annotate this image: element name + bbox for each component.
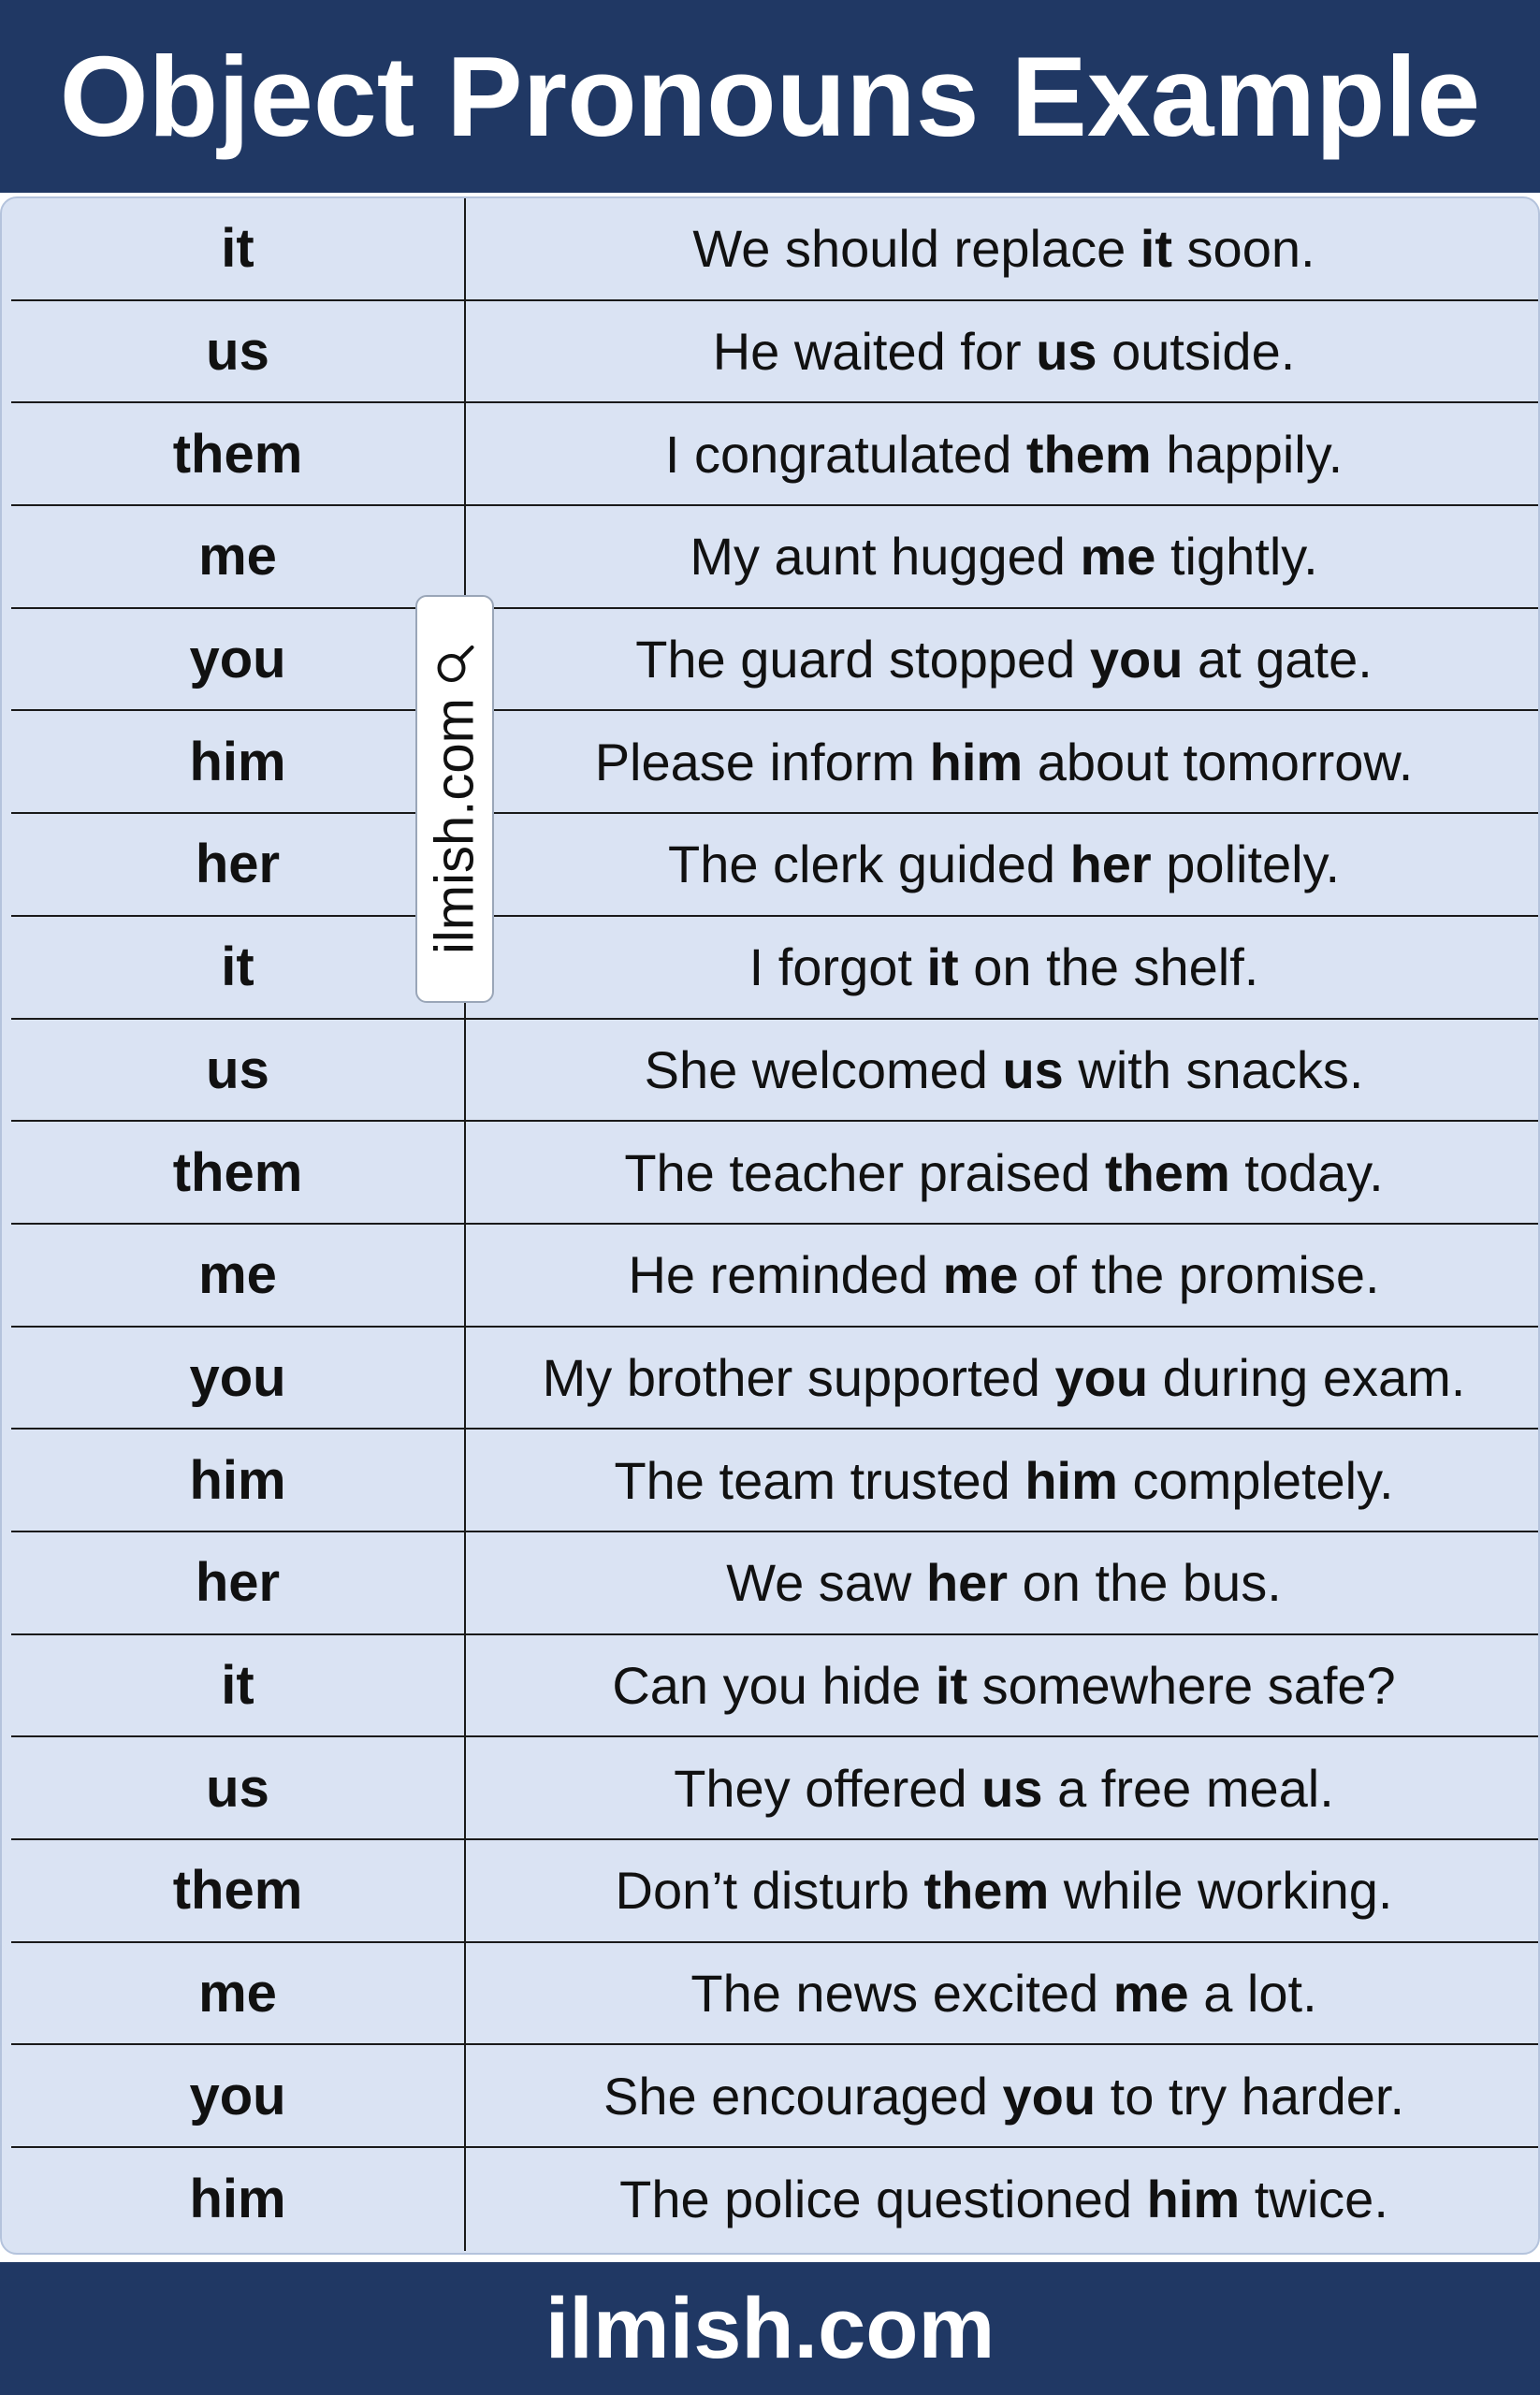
sentence-after: during exam. [1148,1347,1466,1407]
sentence-after: completely. [1117,1450,1394,1510]
sentence-text [612,1655,1395,1716]
sentence-before: My aunt hugged [690,527,1081,587]
sentence-text [690,526,1317,587]
pronoun-cell: them [11,1840,466,1941]
sentence-cell [466,2148,1540,2251]
sentence-after: with snacks. [1063,1039,1364,1099]
sentence-before: Please inform [594,732,930,791]
sentence-cell [466,301,1540,402]
table-body [11,198,1540,2251]
table-row [11,1020,1540,1123]
sentence-text [749,936,1259,997]
sentence-pronoun-bold: you [1054,1347,1149,1407]
sentence-pronoun-bold: us [1036,322,1097,382]
sentence-after: somewhere safe? [967,1655,1396,1715]
sentence-before: We should replace [692,219,1140,279]
table-row [11,1122,1540,1225]
table-row [11,198,1540,301]
sentence-text [726,1552,1282,1613]
sentence-after: at gate. [1183,630,1373,689]
table-row [11,1328,1540,1430]
pronoun-cell: us [11,1020,466,1121]
pronoun-table [0,196,1540,2255]
sentence-before: The clerk guided [667,835,1070,894]
sentence-pronoun-bold: him [929,732,1024,791]
footer-site-name: ilmish.com [545,2281,995,2376]
sentence-after: a free meal. [1042,1758,1334,1818]
header-banner [0,0,1540,193]
table-row [11,2045,1540,2148]
sentence-cell [466,1635,1540,1736]
sentence-after: on the shelf. [958,937,1259,997]
pronoun-cell: it [11,917,466,1018]
pronoun-cell: you [11,609,466,710]
sentence-pronoun-bold: you [1089,630,1184,689]
sentence-cell [466,198,1540,299]
sentence-cell [466,2045,1540,2146]
sentence-text [668,834,1340,894]
table-row [11,1943,1540,2046]
sentence-text [543,1347,1466,1408]
sentence-pronoun-bold: it [935,1655,968,1715]
sentence-before: Can you hide [612,1655,936,1715]
sentence-after: politely. [1151,835,1340,894]
sentence-before: He reminded [628,1245,943,1305]
sentence-after: a lot. [1188,1964,1317,2024]
pronoun-cell: you [11,2045,466,2146]
pronoun-cell: her [11,814,466,915]
sentence-pronoun-bold: them [1104,1142,1230,1202]
sentence-before: The news excited [690,1964,1113,2024]
sentence-text [595,732,1414,792]
pronoun-cell: him [11,2148,466,2251]
table-row [11,2148,1540,2251]
sentence-after: outside. [1097,322,1296,382]
table-row [11,1532,1540,1635]
table-row [11,1225,1540,1328]
sentence-pronoun-bold: it [926,937,959,997]
footer-banner [0,2262,1540,2395]
sentence-text [603,2066,1404,2126]
sentence-after: on the bus. [1008,1553,1282,1613]
pronoun-cell: you [11,1328,466,1429]
sentence-before: I forgot [748,937,927,997]
sentence-after: today. [1229,1142,1384,1202]
table-row [11,403,1540,506]
sentence-text [624,1142,1383,1203]
watermark-text: ilmish.com [424,698,486,954]
sentence-cell [466,609,1540,710]
table-row [11,1635,1540,1738]
table-row [11,301,1540,404]
sentence-cell [466,711,1540,812]
pronoun-cell: it [11,1635,466,1736]
sentence-pronoun-bold: him [1146,2170,1241,2229]
pronoun-cell: me [11,506,466,607]
pronoun-cell: them [11,1122,466,1223]
sentence-pronoun-bold: her [1069,835,1152,894]
watermark-content [424,644,487,954]
pronoun-cell: them [11,403,466,504]
search-icon [434,644,475,685]
sentence-pronoun-bold: it [1140,219,1172,279]
pronoun-cell: him [11,1430,466,1531]
sentence-cell [466,814,1540,915]
sentence-after: of the promise. [1018,1245,1380,1305]
sentence-text [674,1758,1334,1819]
pronoun-cell: it [11,198,466,299]
sentence-cell [466,1737,1540,1838]
sentence-text [619,2169,1388,2229]
sentence-pronoun-bold: us [981,1758,1043,1818]
page-title: Object Pronouns Example [59,33,1481,160]
table-row [11,1737,1540,1840]
sentence-text [635,629,1373,689]
sentence-before: She encouraged [603,2066,1003,2126]
sentence-pronoun-bold: her [925,1553,1009,1613]
sentence-before: The team trusted [614,1450,1025,1510]
sentence-after: happily. [1151,424,1344,484]
sentence-before: Don’t disturb [615,1861,924,1921]
pronoun-cell: me [11,1943,466,2044]
sentence-after: soon. [1172,219,1315,279]
sentence-after: about tomorrow. [1023,732,1414,791]
sentence-after: tightly. [1155,527,1318,587]
sentence-before: I congratulated [664,424,1026,484]
sentence-pronoun-bold: them [1025,424,1152,484]
pronoun-cell: him [11,711,466,812]
sentence-cell [466,1532,1540,1633]
table-row [11,917,1540,1020]
sentence-cell [466,1020,1540,1121]
pronoun-cell: us [11,1737,466,1838]
sentence-before: The guard stopped [635,630,1090,689]
pronoun-cell: me [11,1225,466,1326]
sentence-cell [466,1840,1540,1941]
pronoun-cell: her [11,1532,466,1633]
sentence-before: My brother supported [542,1347,1055,1407]
sentence-before: The police questioned [619,2170,1147,2229]
sentence-before: He waited for [712,322,1037,382]
sentence-cell [466,403,1540,504]
sentence-after: while working. [1049,1861,1393,1921]
sentence-text [614,1450,1393,1511]
sentence-pronoun-bold: me [1080,527,1156,587]
table-row [11,609,1540,712]
sentence-text [692,218,1315,279]
sentence-cell [466,1430,1540,1531]
table-row [11,506,1540,609]
sentence-pronoun-bold: him [1024,1450,1118,1510]
sentence-before: She welcomed [644,1039,1003,1099]
sentence-cell [466,1943,1540,2044]
sentence-before: They offered [674,1758,982,1818]
sentence-text [690,1963,1316,2024]
sentence-cell [466,1225,1540,1326]
sentence-cell [466,1328,1540,1429]
sentence-pronoun-bold: us [1002,1039,1064,1099]
sentence-cell [466,1122,1540,1223]
table-row [11,1430,1540,1532]
sentence-after: twice. [1240,2170,1388,2229]
sentence-after: to try harder. [1096,2066,1405,2126]
sentence-before: The teacher praised [624,1142,1105,1202]
sentence-text [713,321,1296,382]
table-row [11,711,1540,814]
sentence-before: We saw [726,1553,926,1613]
watermark-badge [415,595,494,1003]
sentence-pronoun-bold: you [1002,2066,1097,2126]
sentence-text [665,424,1343,485]
pronoun-cell: us [11,301,466,402]
sentence-pronoun-bold: me [942,1245,1019,1305]
sentence-text [628,1244,1379,1305]
table-row [11,1840,1540,1943]
sentence-cell [466,506,1540,607]
sentence-text [645,1039,1364,1100]
sentence-pronoun-bold: them [923,1861,1050,1921]
table-row [11,814,1540,917]
sentence-pronoun-bold: me [1112,1964,1189,2024]
sentence-text [616,1860,1393,1921]
sentence-cell [466,917,1540,1018]
